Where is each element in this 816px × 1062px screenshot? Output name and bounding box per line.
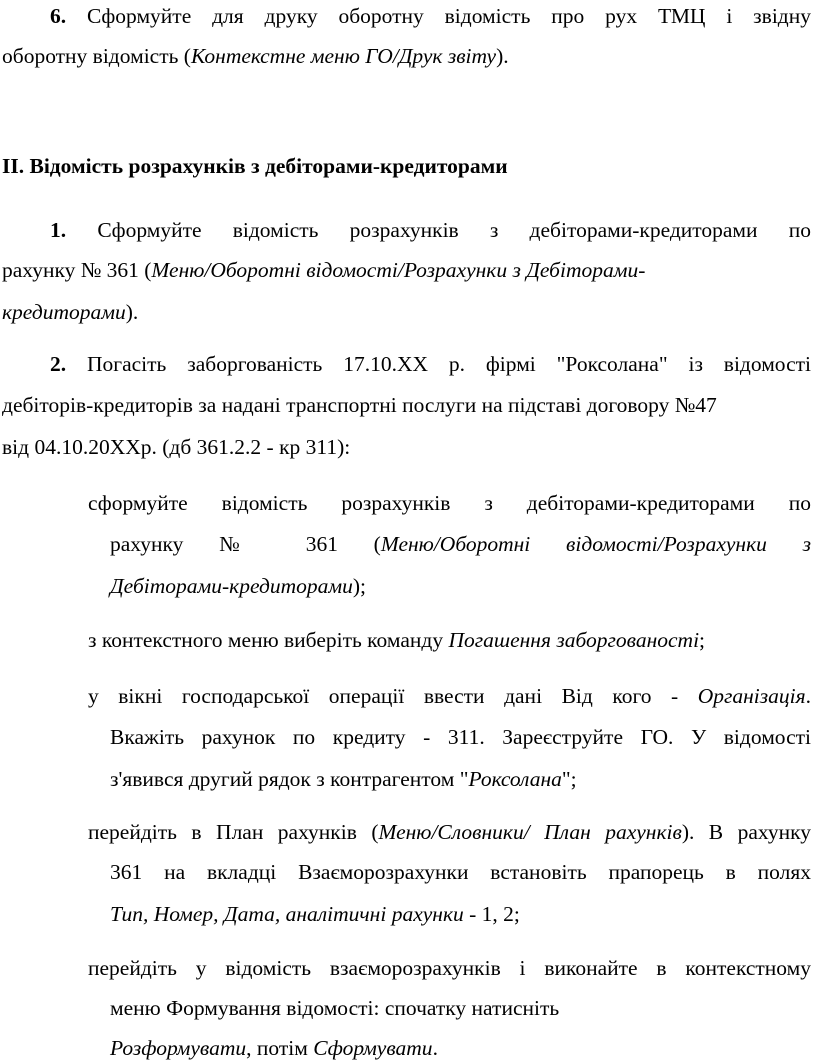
item6-line2-text: оборотну відомість ( (2, 44, 191, 68)
step3-organization: Організація (697, 684, 806, 708)
step4-line3 (110, 904, 520, 926)
item6-line2 (2, 46, 509, 68)
item1-line2 (2, 260, 645, 282)
step3-line2-text: Вкажіть рахунок по кредиту - 311. Зареєструйте ГО. У відомості (110, 725, 811, 749)
step1-line2-text: рахунку № 361 ( (110, 532, 381, 556)
step4-menu-path: Меню/Словники/ План рахунків (378, 820, 682, 844)
item1-number: 1. (50, 218, 67, 242)
step4-text: перейдіть в План рахунків ( (88, 820, 379, 844)
section-title-text: II. Відомість розрахунків з дебіторами-кредиторами (2, 154, 508, 178)
step4-line1 (88, 822, 811, 844)
item2-text: Погасіть заборгованість 17.10.ХХ р. фірмі "Роксолана" із відомості (87, 352, 811, 376)
item1-menu-path: Меню/Оборотні відомості/Розрахунки з Дебіторами- (151, 258, 646, 282)
item2-number: 2. (50, 352, 67, 376)
item2-line3 (2, 437, 350, 459)
item6-line2-end: ). (496, 44, 509, 68)
step4-line2-text: 361 на вкладці Взаєморозрахунки встановіть прапорець в полях (110, 860, 811, 884)
section-title (2, 156, 508, 178)
step5-line2-text: меню Формування відомості: спочатку натисніть (110, 996, 560, 1020)
step5-form-command: Сформувати (313, 1036, 433, 1060)
step1-line1 (88, 493, 811, 515)
item2-line1 (50, 354, 811, 376)
item2-line2 (2, 395, 717, 417)
step1-menu-path-end: Дебіторами-кредиторами (110, 574, 353, 598)
step4-fields: Тип, Номер, Дата, аналітичні рахунки (110, 902, 464, 926)
step1-line3-end: ); (352, 574, 366, 598)
item1-line3 (2, 302, 138, 324)
item6-number: 6. (50, 4, 67, 28)
item1-menu-path-end: кредиторами (2, 300, 126, 324)
step1-line3 (110, 576, 366, 598)
step3-counterparty: Роксолана (468, 767, 562, 791)
item1-line3-end: ). (125, 300, 139, 324)
step3-line3 (110, 769, 577, 791)
step3-line2 (110, 727, 811, 749)
step2-line1 (88, 630, 705, 652)
step5-text: перейдіть у відомість взаєморозрахунків і виконайте в контекстному (88, 956, 811, 980)
step3-line1 (88, 686, 811, 708)
item6-menu-path: Контекстне меню ГО/Друк звіту (190, 44, 497, 68)
step3-text: у вікні господарської операції ввести дані Від кого - (88, 684, 698, 708)
step5-line3-end: . (432, 1036, 438, 1060)
item6-text: Сформуйте для друку оборотну відомість про рух ТМЦ і звідну (87, 4, 811, 28)
step1-text: сформуйте відомість розрахунків з дебіторами-кредиторами по (88, 491, 811, 515)
item6-line1 (50, 6, 811, 28)
step2-command: Погашення заборгованості (448, 628, 700, 652)
step5-line1 (88, 958, 811, 980)
step4-line1-end: ). В рахунку (681, 820, 811, 844)
item2-line2-text: дебіторів-кредиторів за надані транспортні послуги на підставі договору №47 (2, 393, 717, 417)
item2-line3-text: від 04.10.20ХХр. (дб 361.2.2 - кр 311): (2, 435, 351, 459)
step3-line3-text: з'явився другий рядок з контрагентом " (110, 767, 469, 791)
step2-text: з контекстного меню виберіть команду (88, 628, 449, 652)
step2-end: ; (699, 628, 706, 652)
step1-menu-path: Меню/Оборотні відомості/Розрахунки з (380, 532, 811, 556)
step5-line3-mid: , потім (246, 1036, 314, 1060)
step4-line3-end: - 1, 2; (463, 902, 520, 926)
step5-line2 (110, 998, 559, 1020)
step1-line2 (110, 534, 811, 556)
step3-line1-end: . (805, 684, 811, 708)
step3-line3-end: "; (561, 767, 577, 791)
step5-unform-command: Розформувати (110, 1036, 247, 1060)
item1-text: Сформуйте відомість розрахунків з дебіторами-кредиторами по (97, 218, 811, 242)
item1-line2-text: рахунку № 361 ( (2, 258, 152, 282)
step4-line2 (110, 862, 811, 884)
item1-line1 (50, 220, 811, 242)
step5-line3 (110, 1038, 438, 1060)
